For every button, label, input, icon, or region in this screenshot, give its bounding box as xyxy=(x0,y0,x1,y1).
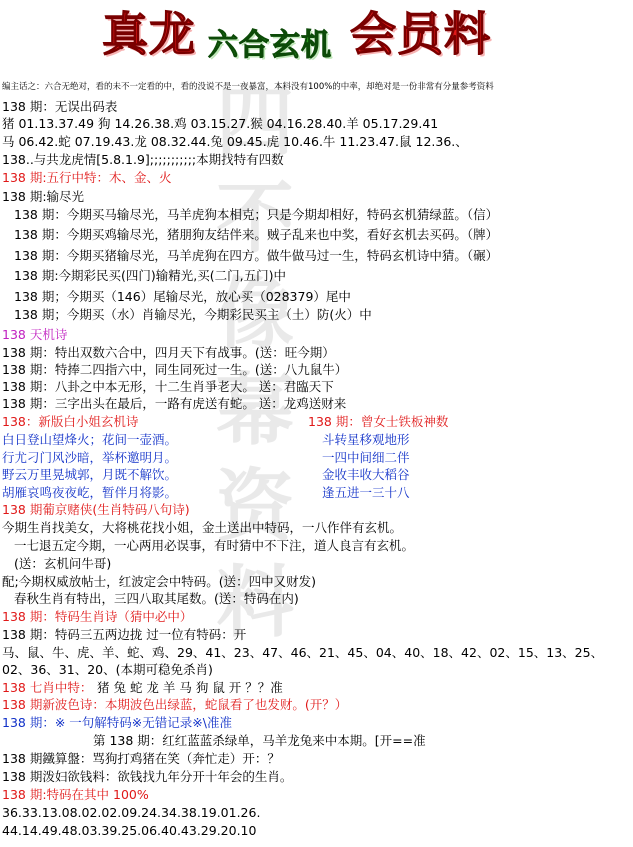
line-lose-6: 138 期；今期买（水）肖输尽光，今期彩民买主（土）防(火）中 xyxy=(14,307,372,322)
line-zodiac-codes-1: 猪 01.13.37.49 狗 14.26.38.鸡 03.15.27.猴 04.16.28.40.羊 05.17.29.41 xyxy=(2,116,439,131)
line-seven-zodiac-label: 138 七肖中特： xyxy=(2,680,93,695)
watermark: 四不像幕资料 xyxy=(215,77,294,648)
line-gambler-2: 一七退五定今期，一心两用必误事，有时猜中不下注，道人良言有玄机。 xyxy=(14,538,415,553)
line-iron-abacus: 138 期鐵算盤：骂狗打鸡猪在笑（奔忙走）开：？ xyxy=(2,751,280,766)
line-bai-4: 胡雁哀鸣夜夜屹，暂伴月将影。 xyxy=(2,485,178,500)
line-one-sentence: 138 期：※ 一句解特码※无错记录※\准准 xyxy=(2,715,232,730)
line-zeng-4: 逢五进一三十八 xyxy=(322,485,410,500)
line-seven-zodiac-values: 猪 兔 蛇 龙 羊 马 狗 鼠 开 ？？准 xyxy=(97,680,283,695)
line-three-five: 138 期：特码三五两边拢 过一位有特码：开 xyxy=(2,627,247,642)
banner-title-part2: 六合玄机 xyxy=(208,28,332,63)
line-codes-2: 44.14.49.48.03.39.25.06.40.43.29.20.10 xyxy=(2,823,257,838)
line-lose-4: 138 期:今期彩民买(四门)输精光,买(二门,五门)中 xyxy=(14,268,286,283)
line-heaven-poem-title: 138 天机诗 xyxy=(2,327,68,342)
line-bai-poem-title: 138：新版白小姐玄机诗 xyxy=(2,414,139,429)
line-wave-color-poem: 138 期新波色诗：本期波色出绿蓝，蛇鼠看了也发财。(开？） xyxy=(2,697,348,712)
line-bai-3: 野云万里晃城郭，月既不解饮。 xyxy=(2,467,178,482)
line-lose-3: 138 期：今期买猪输尽光，马羊虎狗在四方。做牛做马过一生，特码玄机诗中猜。（碾） xyxy=(14,248,499,263)
banner-title-part1: 真龙 xyxy=(102,7,196,61)
line-poem-2: 138 期：特捧二四指六中，同生同死过一生。(送：八九鼠牛） xyxy=(2,362,348,377)
banner xyxy=(0,0,633,70)
line-poem-4: 138 期：三字出头在最后，一路有虎送有蛇。 送：龙鸡送财来 xyxy=(2,396,347,411)
line-shrew-money: 138 期泼妇欲钱料：欲钱找九年分开十年会的生肖。 xyxy=(2,769,293,784)
line-zeng-3: 金收丰收大稻谷 xyxy=(322,467,410,482)
line-dragon-tiger: 138..与共龙虎情[5.8.1.9];;;;;;;;;;;本期找特有四数 xyxy=(2,152,284,167)
banner-title-part3: 会员料 xyxy=(350,7,491,61)
disclaimer-note: 编主话之：六合无绝对，看的未不一定看的中，看的没说不是一夜暴富，本料没有100%的中率，却绝对是一份非常有分量参考资料 xyxy=(2,82,494,92)
line-poem-3: 138 期：八卦之中本无形，十二生肖爭老大。 送：君臨天下 xyxy=(2,379,334,394)
line-red-blue: 第 138 期：红红蓝蓝杀绿单，马羊龙兔来中本期。[开==准 xyxy=(93,733,426,748)
line-lose-2: 138 期：今期买鸡输尽光，猪朋狗友结伴来。贼子乱来也中奖，看好玄机去买码。（牌） xyxy=(14,227,499,242)
line-lose-5: 138 期；今期买（146）尾输尽光，放心买（028379）尾中 xyxy=(14,289,351,304)
line-lose-all-title: 138 期:输尽光 xyxy=(2,189,85,204)
line-bai-1: 白日登山望烽火；花间一壶酒。 xyxy=(2,432,178,447)
line-title-codes: 138 期：无误出码表 xyxy=(2,99,118,114)
line-gambler-1: 今期生肖找美女，大将桃花找小姐，金土送出中特码，一八作伴有玄机。 xyxy=(2,520,403,535)
line-zodiac-poem-title: 138 期：特码生肖诗（猜中必中） xyxy=(2,609,193,624)
line-zeng-1: 斗转星移观地形 xyxy=(322,432,410,447)
line-bai-2: 行尤刁门风沙暗，举杯邀明月。 xyxy=(2,450,178,465)
line-lose-1: 138 期：今期买马输尽光，马羊虎狗本相克；只是今期却相好，特码玄机猜绿蓝。（信） xyxy=(14,207,499,222)
line-zeng-title: 138 期：曾女士铁板神数 xyxy=(308,414,449,429)
line-gambler-4: 配;今期权威放帖士，红波定会中特码。(送：四中又财发) xyxy=(2,574,316,589)
line-macau-gambler-title: 138 期葡京赌侠(生肖特码八句诗) xyxy=(2,502,190,517)
line-gambler-5: 春秋生肖有特出，三四八取其尾数。(送：特码在内) xyxy=(14,591,299,606)
line-five-elements: 138 期:五行中特：木、金、火 xyxy=(2,170,172,185)
line-numbers-2: 02、36、31、20、(本期可稳免杀肖) xyxy=(2,662,213,677)
line-gambler-3: (送：玄机问牛哥) xyxy=(14,556,112,571)
line-numbers-1: 马、鼠、牛、虎、羊、蛇、鸡、29、41、23、47、46、21、45、04、40、18、42、02、15、13、25、 xyxy=(2,645,604,660)
line-zodiac-codes-2: 马 06.42.蛇 07.19.43.龙 08.32.44.兔 09.45.虎 10.46.牛 11.23.47.鼠 12.36.、 xyxy=(2,134,468,149)
line-codes-1: 36.33.13.08.02.02.09.24.34.38.19.01.26. xyxy=(2,805,261,820)
line-zeng-2: 一四中间细二伴 xyxy=(322,450,410,465)
line-special-code-title: 138 期:特码在其中 100% xyxy=(2,787,149,802)
line-poem-1: 138 期：特出双数六合中，四月天下有战事。(送：旺今期） xyxy=(2,345,335,360)
